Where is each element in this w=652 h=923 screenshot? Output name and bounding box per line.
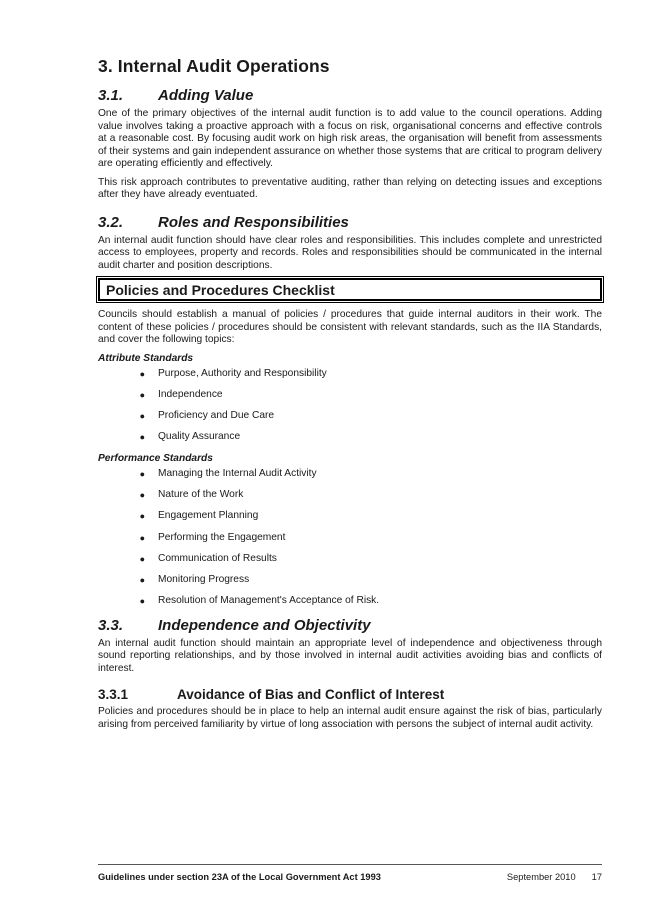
document-page	[98, 56, 602, 737]
list-item: ● Resolution of Management's Acceptance of Risk.	[98, 593, 602, 614]
list-item: ● Communication of Results	[98, 551, 602, 572]
performance-standards-heading: Performance Standards	[98, 452, 213, 464]
section-3-2-heading	[98, 214, 602, 231]
paragraph: Policies and procedures should be in place to help an internal audit ensure against the risk of bias, particularly arising from perceived familiarity by virtue of long association with persons the subject of internal audit activity.	[98, 706, 602, 730]
bullet-icon: ●	[139, 389, 145, 400]
section-title: Independence and Objectivity	[158, 616, 371, 634]
footer-date: September 2010	[506, 872, 576, 882]
checklist-box-heading: Policies and Procedures Checklist	[98, 278, 602, 301]
section-title: Roles and Responsibilities	[158, 213, 349, 231]
performance-standards-list	[98, 466, 602, 615]
list-item: ● Purpose, Authority and Responsibility	[98, 366, 602, 387]
section-title: Avoidance of Bias and Conflict of Interest	[177, 687, 445, 703]
section-number: 3.2.	[98, 213, 124, 231]
section-number: 3.3.1	[98, 687, 129, 703]
list-item: ● Monitoring Progress	[98, 572, 602, 593]
attribute-standards-list	[98, 366, 602, 451]
paragraph: One of the primary objectives of the internal audit function is to add value to the council operations. Adding value involves taking a proactive approach with a focus on risk, organisational concerns and effective controls at a reasonable cost. By focusing audit work on high risk areas, the organisation will benefit from assessments of their systems and gain independent assurance on whether those systems that are critical to program delivery are operating efficiently and effectively.	[98, 108, 602, 169]
list-item: ● Quality Assurance	[98, 429, 602, 450]
bullet-icon: ●	[139, 596, 145, 607]
bullet-icon: ●	[139, 532, 145, 543]
bullet-icon: ●	[139, 511, 145, 522]
bullet-icon: ●	[139, 432, 145, 443]
bullet-icon: ●	[139, 368, 145, 379]
bullet-icon: ●	[139, 575, 145, 586]
page-number: 17	[591, 872, 602, 882]
paragraph: An internal audit function should have clear roles and responsibilities. This includes complete and unrestricted access to employees, property and records. Roles and responsibilities should be communicated in the internal audit charter and position descriptions.	[98, 234, 602, 271]
paragraph: An internal audit function should maintain an appropriate level of independence and objectiveness through sound reporting relationships, and by those involved in internal audit activities avoiding bias and conflicts of interest.	[98, 637, 602, 674]
list-item: ● Independence	[98, 387, 602, 408]
bullet-icon: ●	[139, 489, 145, 500]
page-title: 3. Internal Audit Operations	[98, 56, 330, 76]
section-3-3-heading	[98, 617, 602, 634]
section-title: Adding Value	[158, 87, 254, 104]
page-footer	[98, 864, 602, 882]
section-number: 3.3.	[98, 616, 124, 634]
list-item: ● Nature of the Work	[98, 487, 602, 508]
section-number: 3.1.	[98, 87, 124, 104]
paragraph: This risk approach contributes to preventative auditing, rather than relying on detecting issues and exceptions after they have already eventuated.	[98, 176, 602, 200]
list-item: ● Proficiency and Due Care	[98, 408, 602, 429]
checklist-intro: Councils should establish a manual of policies / procedures that guide internal auditors in their work. The content of these policies / procedures should be consistent with relevant standards, such as the IIA Standards, and cover the following topics:	[98, 309, 602, 345]
list-item: ● Performing the Engagement	[98, 530, 602, 551]
list-item: ● Managing the Internal Audit Activity	[98, 466, 602, 487]
list-item: ● Engagement Planning	[98, 508, 602, 529]
bullet-icon: ●	[139, 468, 145, 479]
footer-document-title: Guidelines under section 23A of the Local Government Act 1993	[98, 872, 381, 882]
bullet-icon: ●	[139, 553, 145, 564]
section-3-1-heading	[98, 87, 602, 104]
section-3-3-1-heading	[98, 687, 602, 702]
attribute-standards-heading: Attribute Standards	[98, 352, 194, 364]
bullet-icon: ●	[139, 411, 145, 422]
